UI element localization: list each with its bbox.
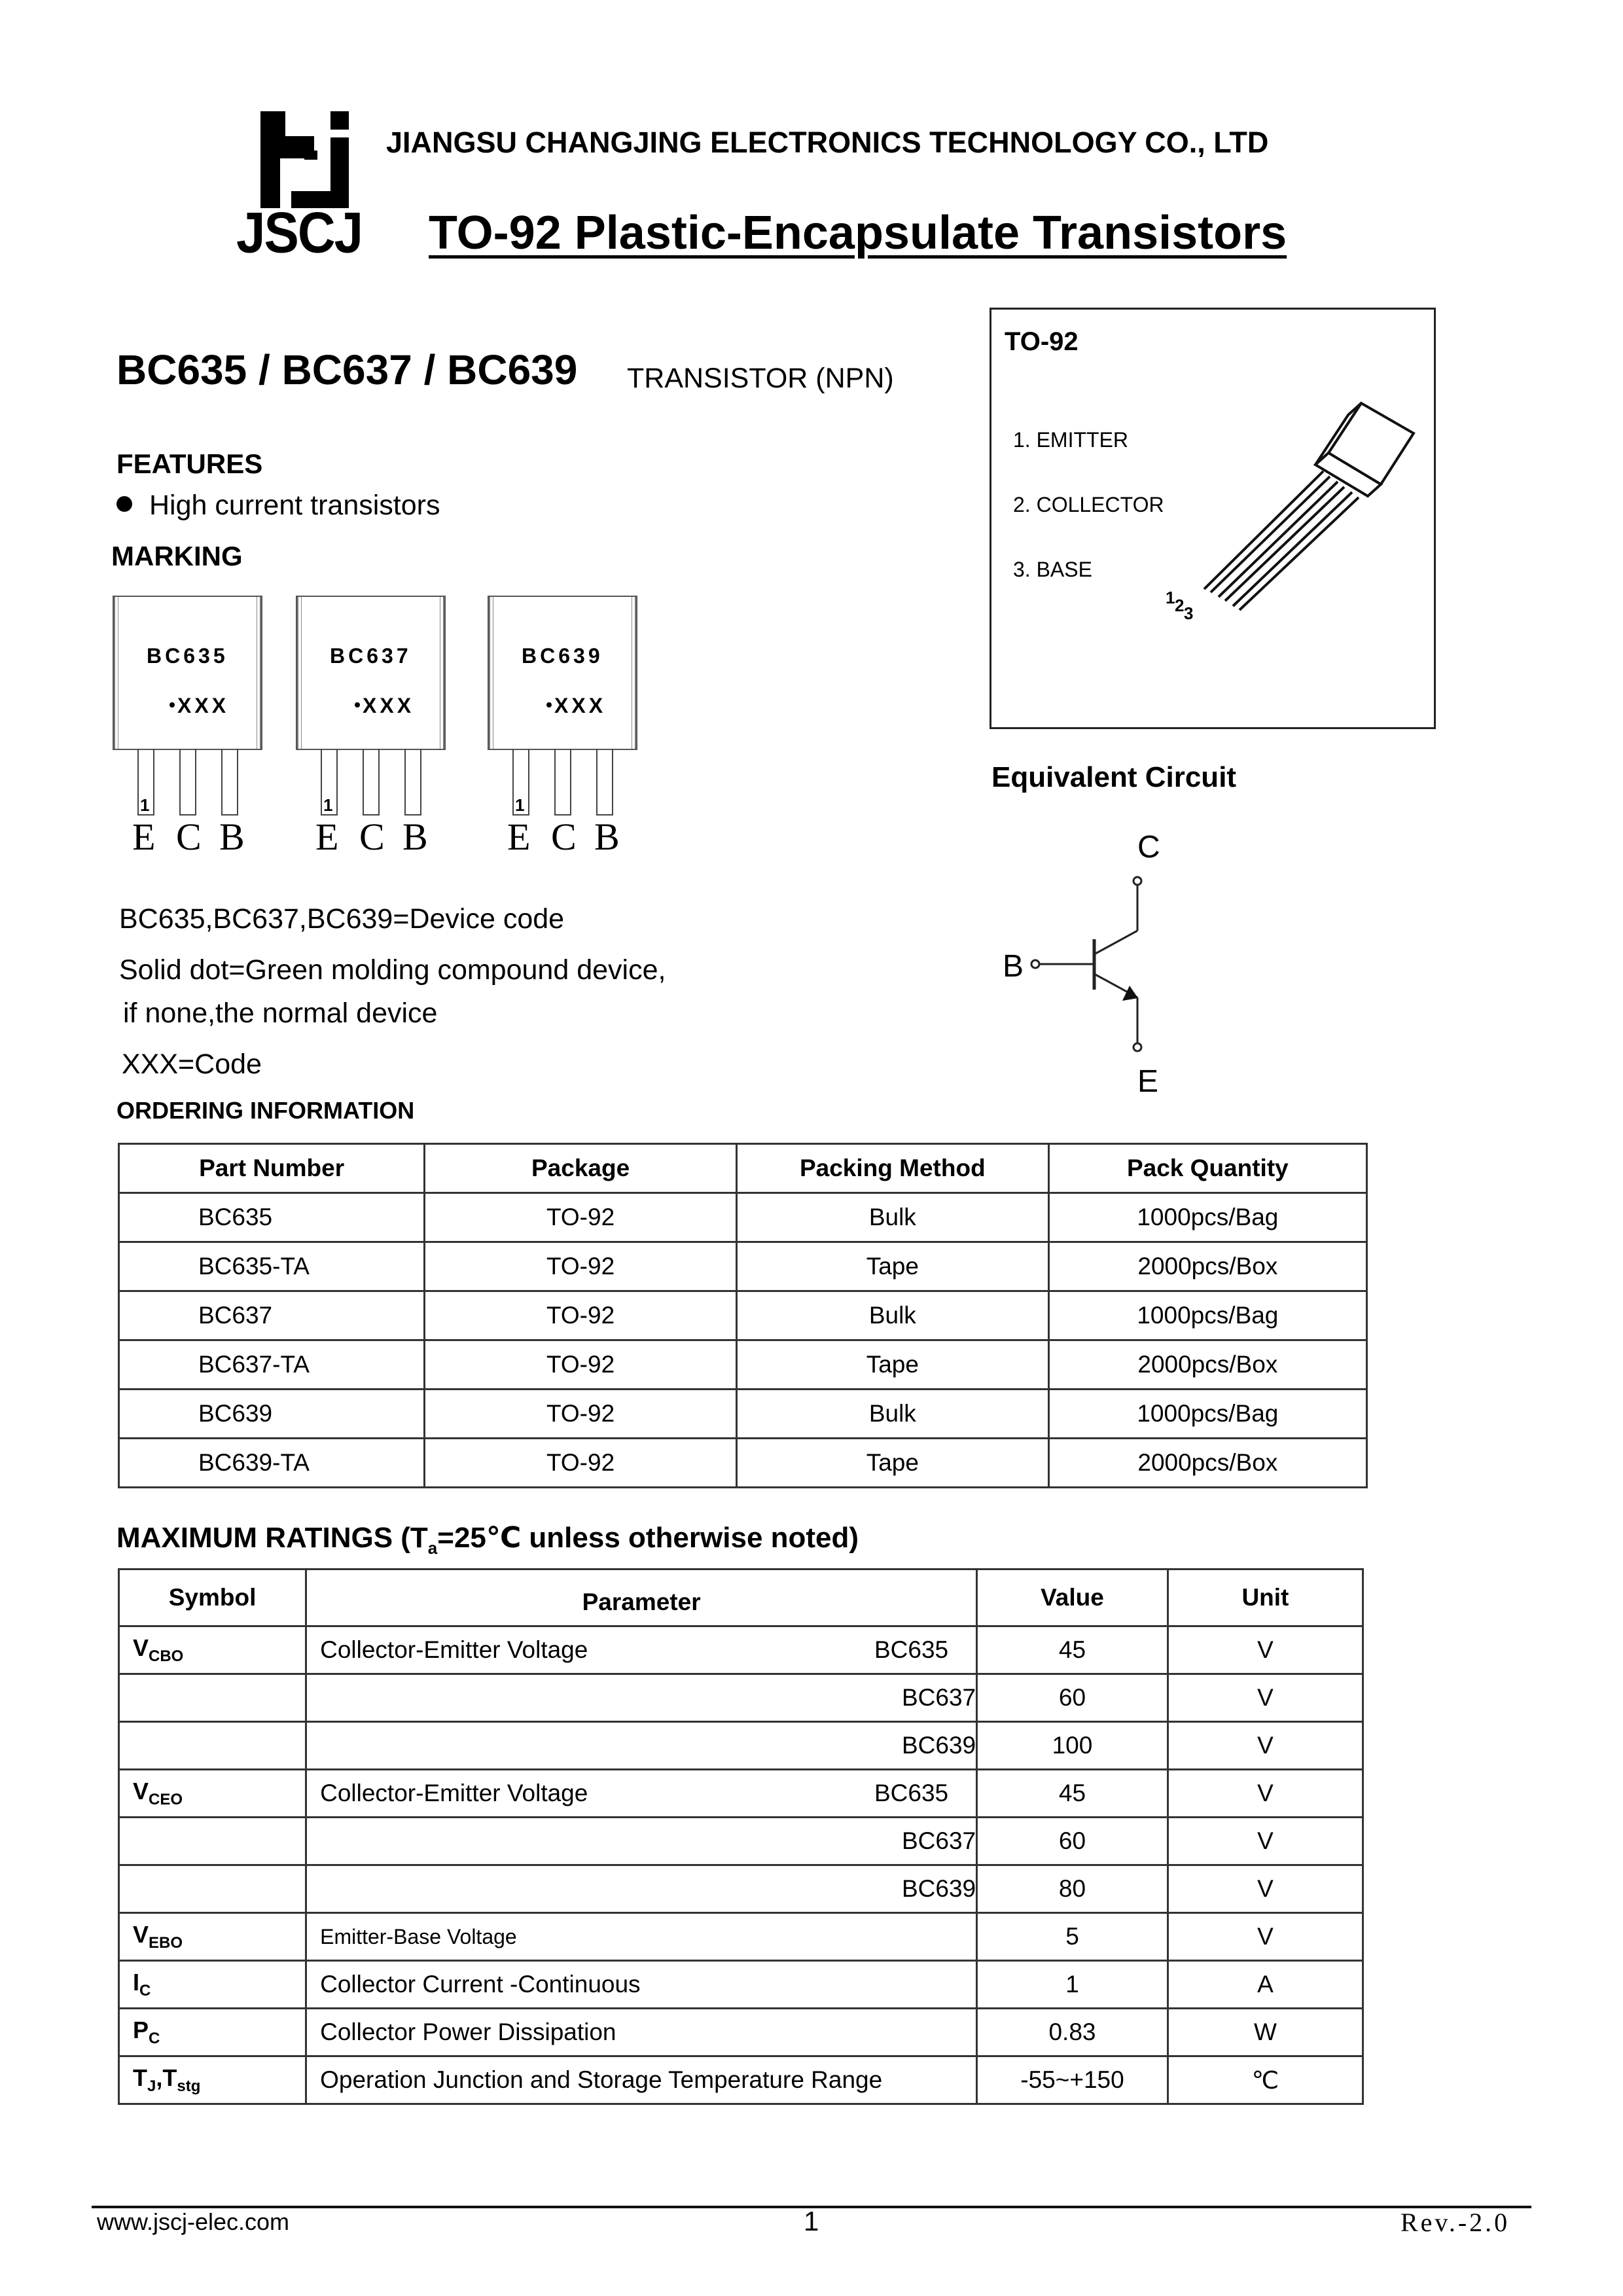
npn-transistor-symbol-icon [995, 831, 1185, 1093]
parameter-cell [306, 1913, 977, 1961]
column-header: Part Number [119, 1144, 425, 1193]
lot-code-text: XXX [363, 694, 415, 717]
pin-one-label: 1 [140, 795, 150, 815]
pin-letter-e: E [132, 816, 156, 858]
symbol-cell [119, 2009, 306, 2056]
parameter-cell [306, 1674, 977, 1722]
marking-package [113, 596, 266, 857]
package-cell: TO-92 [425, 1390, 737, 1439]
ratings-heading [116, 1521, 859, 1558]
column-header: Package [425, 1144, 737, 1193]
feature-item [116, 490, 440, 522]
package-device-code: BC637 [330, 644, 412, 668]
packing-method-cell: Tape [736, 1340, 1048, 1390]
marking-heading: MARKING [111, 541, 243, 571]
parts-type: TRANSISTOR (NPN) [627, 363, 894, 394]
package-lot-code [169, 694, 229, 718]
marking-note-device-code: BC635,BC637,BC639=Device code [119, 903, 565, 935]
ratings-heading-sub: a [427, 1537, 438, 1558]
symbol-cell [119, 1961, 306, 2009]
ratings-table [118, 1568, 1364, 2105]
table-row [119, 1390, 1367, 1439]
symbol-subscript: J [147, 2077, 156, 2096]
parameter-cell [306, 1865, 977, 1913]
symbol-cell [119, 1722, 306, 1770]
symbol-cell [119, 1865, 306, 1913]
symbol-cell [119, 1770, 306, 1818]
table-row [119, 1674, 1363, 1722]
parts-title: BC635 / BC637 / BC639 [116, 346, 578, 393]
symbol-text: V [133, 1777, 149, 1804]
green-dot-icon [169, 702, 175, 708]
column-header: Unit [1168, 1570, 1363, 1626]
pack-quantity-cell: 2000pcs/Box [1048, 1340, 1366, 1390]
packing-method-cell: Bulk [736, 1193, 1048, 1242]
column-header: Value [977, 1570, 1168, 1626]
column-header: Pack Quantity [1048, 1144, 1366, 1193]
pin-letter-c: C [359, 816, 385, 858]
part-number-cell: BC635 [119, 1193, 425, 1242]
symbol-subscript: CEO [149, 1791, 183, 1809]
parameter-text: Collector-Emitter Voltage [320, 1636, 588, 1663]
unit-cell: V [1168, 1913, 1363, 1961]
table-row [119, 2056, 1363, 2104]
table-row [119, 2009, 1363, 2056]
ratings-heading-prefix: MAXIMUM RATINGS (T [116, 1522, 428, 1554]
table-row [119, 1770, 1363, 1818]
marking-note-solid-dot: Solid dot=Green molding compound device, [119, 954, 666, 986]
parameter-text: Collector Power Dissipation [320, 2018, 616, 2045]
table-row [119, 1291, 1367, 1340]
unit-cell: W [1168, 2009, 1363, 2056]
table-row [119, 1818, 1363, 1865]
package-cell: TO-92 [425, 1291, 737, 1340]
package-device-code: BC639 [522, 644, 603, 668]
lead-label-2: 2 [1175, 596, 1185, 615]
table-row [119, 1913, 1363, 1961]
value-cell: -55~+150 [977, 2056, 1168, 2104]
symbol-text-2: ,T [156, 2064, 177, 2091]
package-pin [554, 749, 571, 816]
value-cell: 45 [977, 1626, 1168, 1674]
parameter-part: BC635 [874, 1636, 949, 1663]
package-box-title: TO-92 [1005, 327, 1079, 356]
parameter-cell [306, 1770, 977, 1818]
value-cell: 60 [977, 1818, 1168, 1865]
package-body [296, 596, 446, 750]
unit-cell: V [1168, 1722, 1363, 1770]
package-pin [179, 749, 196, 816]
parameter-text: Collector Current -Continuous [320, 1971, 641, 1998]
value-cell: 80 [977, 1865, 1168, 1913]
part-number-cell: BC637-TA [119, 1340, 425, 1390]
symbol-subscript: C [139, 1982, 151, 2000]
pin-letter-c: C [176, 816, 202, 858]
footer-revision: Rev.-2.0 [1400, 2208, 1510, 2237]
package-cell: TO-92 [425, 1193, 737, 1242]
package-cell: TO-92 [425, 1242, 737, 1291]
parameter-part: BC639 [901, 1875, 976, 1902]
value-cell: 1 [977, 1961, 1168, 2009]
logo-text: JSCJ [236, 200, 363, 265]
package-body [488, 596, 637, 750]
unit-cell: ℃ [1168, 2056, 1363, 2104]
value-cell: 45 [977, 1770, 1168, 1818]
symbol-subscript: EBO [149, 1934, 183, 1952]
parameter-cell [306, 1818, 977, 1865]
circuit-label-c: C [1137, 831, 1160, 865]
features-heading: FEATURES [116, 448, 263, 479]
lead-label-3: 3 [1184, 603, 1194, 623]
pack-quantity-cell: 1000pcs/Bag [1048, 1291, 1366, 1340]
table-row [119, 1865, 1363, 1913]
parameter-text: Operation Junction and Storage Temperature Range [320, 2066, 883, 2093]
column-header: Symbol [119, 1570, 306, 1626]
unit-cell: V [1168, 1865, 1363, 1913]
company-logo [232, 111, 363, 265]
unit-cell: A [1168, 1961, 1363, 2009]
parameter-text: Emitter-Base Voltage [320, 1924, 517, 1948]
pin-one-label: 1 [323, 795, 333, 815]
lead-label-1: 1 [1166, 588, 1175, 607]
table-header-row [119, 1144, 1367, 1193]
table-row [119, 1439, 1367, 1488]
symbol-cell [119, 1674, 306, 1722]
symbol-cell [119, 1818, 306, 1865]
pack-quantity-cell: 2000pcs/Box [1048, 1439, 1366, 1488]
package-pin [404, 749, 421, 816]
ordering-table [118, 1143, 1368, 1488]
table-row [119, 1242, 1367, 1291]
packing-method-cell: Bulk [736, 1390, 1048, 1439]
symbol-text: T [133, 2064, 147, 2091]
ratings-heading-suffix: =25℃ unless otherwise noted) [437, 1522, 859, 1554]
parameter-cell [306, 1722, 977, 1770]
value-cell: 5 [977, 1913, 1168, 1961]
table-row [119, 1193, 1367, 1242]
package-device-code: BC635 [147, 644, 228, 668]
symbol-subscript: C [149, 2030, 160, 2048]
part-number-cell: BC639 [119, 1390, 425, 1439]
marking-note-code: XXX=Code [122, 1049, 262, 1080]
pack-quantity-cell: 2000pcs/Box [1048, 1242, 1366, 1291]
parameter-cell [306, 2056, 977, 2104]
part-number-cell: BC637 [119, 1291, 425, 1340]
ordering-heading: ORDERING INFORMATION [116, 1097, 415, 1124]
pin-letter-b: B [219, 816, 245, 858]
package-body [113, 596, 262, 750]
green-dot-icon [355, 702, 360, 708]
company-name: JIANGSU CHANGJING ELECTRONICS TECHNOLOGY CO., LTD [386, 126, 1269, 159]
circuit-label-b: B [1003, 949, 1024, 984]
pin-letter-e: E [315, 816, 339, 858]
value-cell: 0.83 [977, 2009, 1168, 2056]
parameter-part: BC637 [901, 1827, 976, 1854]
packing-method-cell: Tape [736, 1242, 1048, 1291]
parameter-cell [306, 1626, 977, 1674]
pin-list-emitter: 1. EMITTER [1013, 428, 1129, 452]
marking-package [296, 596, 450, 857]
table-row [119, 1722, 1363, 1770]
part-number-cell: BC635-TA [119, 1242, 425, 1291]
table-row [119, 1961, 1363, 2009]
package-lot-code [355, 694, 414, 718]
unit-cell: V [1168, 1770, 1363, 1818]
value-cell: 60 [977, 1674, 1168, 1722]
circuit-label-e: E [1137, 1064, 1159, 1093]
symbol-text: P [133, 2016, 149, 2043]
package-cell: TO-92 [425, 1439, 737, 1488]
table-row [119, 1626, 1363, 1674]
column-header: Packing Method [736, 1144, 1048, 1193]
pin-list-collector: 2. COLLECTOR [1013, 493, 1164, 516]
document-title: TO-92 Plastic-Encapsulate Transistors [429, 207, 1287, 259]
package-cell: TO-92 [425, 1340, 737, 1390]
pack-quantity-cell: 1000pcs/Bag [1048, 1390, 1366, 1439]
symbol-subscript: CBO [149, 1647, 184, 1666]
marking-package [488, 596, 641, 857]
marking-note-normal-device: if none,the normal device [123, 997, 438, 1029]
value-cell: 100 [977, 1722, 1168, 1770]
column-header: Parameter [306, 1570, 977, 1626]
footer-website-link[interactable]: www.jscj-elec.com [97, 2208, 290, 2235]
pin-letter-b: B [402, 816, 428, 858]
symbol-cell [119, 1913, 306, 1961]
table-row [119, 1340, 1367, 1390]
lot-code-text: XXX [554, 694, 607, 717]
package-pin [221, 749, 238, 816]
unit-cell: V [1168, 1674, 1363, 1722]
symbol-text: V [133, 1634, 149, 1661]
feature-text: High current transistors [149, 490, 440, 521]
parameter-part: BC635 [874, 1780, 949, 1806]
unit-cell: V [1168, 1626, 1363, 1674]
pin-list-base: 3. BASE [1013, 558, 1092, 581]
packing-method-cell: Tape [736, 1439, 1048, 1488]
parameter-text: Collector-Emitter Voltage [320, 1780, 588, 1806]
pin-letter-c: C [551, 816, 577, 858]
package-pin [363, 749, 380, 816]
package-pin [596, 749, 613, 816]
symbol-text: I [133, 1968, 140, 1996]
equivalent-circuit-title: Equivalent Circuit [991, 761, 1237, 793]
parameter-cell [306, 1961, 977, 2009]
parameter-part: BC637 [901, 1684, 976, 1711]
package-lot-code [546, 694, 606, 718]
unit-cell: V [1168, 1818, 1363, 1865]
pack-quantity-cell: 1000pcs/Bag [1048, 1193, 1366, 1242]
packing-method-cell: Bulk [736, 1291, 1048, 1340]
to92-package-drawing-icon [1165, 393, 1427, 635]
parameter-cell [306, 2009, 977, 2056]
lot-code-text: XXX [177, 694, 230, 717]
symbol-cell [119, 1626, 306, 1674]
symbol-subscript-2: stg [177, 2077, 201, 2096]
footer-page-number: 1 [804, 2206, 819, 2236]
symbol-cell [119, 2056, 306, 2104]
part-number-cell: BC639-TA [119, 1439, 425, 1488]
green-dot-icon [546, 702, 552, 708]
bullet-icon [116, 496, 132, 512]
symbol-text: V [133, 1920, 149, 1948]
pin-one-label: 1 [515, 795, 525, 815]
pin-letter-b: B [594, 816, 620, 858]
table-header-row [119, 1570, 1363, 1626]
pin-letter-e: E [507, 816, 531, 858]
parameter-part: BC639 [901, 1732, 976, 1759]
